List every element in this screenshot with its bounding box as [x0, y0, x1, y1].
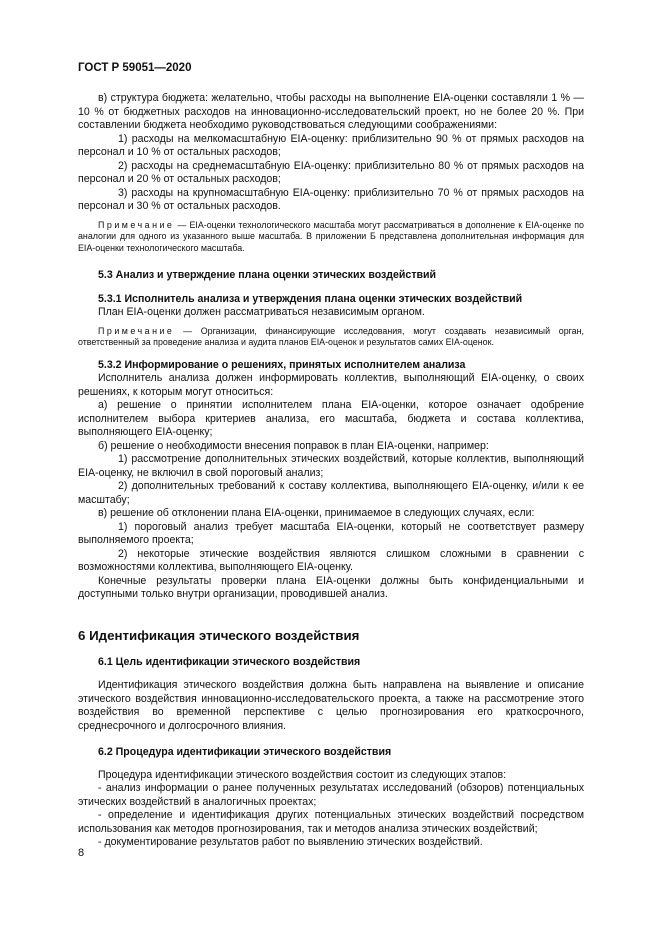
list-item: - документирование результатов работ по выявлению этических воздействий. — [98, 836, 483, 848]
list-item: 1) расходы на мелкомасштабную EIA-оценку: приблизительно 90 % от прямых расходов на персонал и 10 % от остальных расходов; — [78, 132, 584, 158]
section-heading-6: 6 Идентификация этического воздействия — [78, 627, 360, 643]
paragraph: Исполнитель анализа должен информировать коллектив, выполняющий EIA-оценку, о своих решениях, к которым могут относиться: — [78, 372, 584, 398]
paragraph: План EIA-оценки должен рассматриваться независимым органом. — [98, 306, 425, 318]
list-item: 2) расходы на среднемасштабную EIA-оценку: приблизительно 80 % от прямых расходов на персонал и 20 % от остальных расходов; — [78, 159, 584, 185]
page-number: 8 — [78, 847, 85, 859]
note-text: — EIA-оценки технологического масштаба могут рассматриваться в дополнение к EIA-оценке по аналогии для одного из указанного выше масштаба. В приложении Б представлена дополнительная информация для EIA-оценки технологического масштаба. — [78, 219, 584, 253]
list-item: 1) пороговый анализ требует масштаба EIA-оценки, который не соответствует размеру выполняемого проекта; — [78, 520, 584, 546]
section-heading-5-3-1: 5.3.1 Исполнитель анализа и утверждения плана оценки этических воздействий — [98, 292, 523, 305]
note-label: Примечание — [98, 219, 175, 230]
note — [78, 220, 584, 255]
list-item: 2) дополнительных требований к составу коллектива, выполняющего EIA-оценку, и/или к ее масштабу; — [78, 480, 584, 506]
list-item: б) решение о необходимости внесения поправок в план EIA-оценки, например: — [98, 439, 489, 452]
note-label: Примечание — [98, 325, 175, 336]
paragraph: Идентификация этического воздействия должна быть направлена на выявление и описание этического воздействия инновационно-исследовательского проекта, а также на рассмотрение этого воздействия во временной перспективе с целью прогнозирования его краткосрочного, среднесрочного и долгосрочного влияния. — [78, 679, 584, 732]
section-heading-5-3: 5.3 Анализ и утверждение плана оценки этических воздействий — [98, 269, 437, 281]
section-heading-6-1: 6.1 Цель идентификации этического воздействия — [98, 655, 361, 668]
paragraph: Процедура идентификации этического воздействия состоит из следующих этапов: — [98, 768, 507, 781]
list-item: - определение и идентификация других потенциальных этических воздействий посредством использования как методов прогнозирования, так и методов анализа этических воздействий; — [78, 809, 584, 835]
note-text: — Организации, финансирующие исследования, могут создавать независимый орган, ответственный за проведение анализа и аудита планов EIA-оценок и результатов самих EIA-оценок. — [78, 325, 584, 347]
note — [78, 326, 584, 349]
document-header: ГОСТ Р 59051—2020 — [78, 62, 192, 74]
list-item: - анализ информации о ранее полученных результатах исследований (обзоров) потенциальных этических воздействий в аналогичных проектах; — [78, 782, 584, 808]
list-item: 2) некоторые этические воздействия являются слишком сложными в сравнении с возможностями коллектива, выполняющего EIA-оценку. — [78, 547, 584, 573]
section-heading-6-2: 6.2 Процедура идентификации этического воздействия — [98, 746, 392, 758]
paragraph: Конечные результаты проверки плана EIA-оценки должны быть конфиденциальными и доступными только внутри организации, проводившей анализ. — [78, 574, 584, 600]
paragraph-budget: в) структура бюджета: желательно, чтобы расходы на выполнение EIA-оценки составляли 1 % — 10 % от бюджетных расходов на инновационно-исследовательский проект, но не более 20 %. При составлении бюджета необходимо руководствоваться следующими соображениями: — [78, 92, 584, 131]
list-item: в) решение об отклонении плана EIA-оценки, принимаемое в следующих случаях, если: — [98, 507, 535, 519]
section-heading-5-3-2: 5.3.2 Информирование о решениях, принятых исполнителем анализа — [98, 358, 466, 371]
document-body — [78, 92, 584, 850]
list-item: 3) расходы на крупномасштабную EIA-оценку: приблизительно 70 % от прямых расходов на персонал и 30 % от остальных расходов. — [78, 186, 584, 212]
list-item: 1) рассмотрение дополнительных этических воздействий, которые коллектив, выполняющий EIA-оценку, не включил в свой пороговый анализ; — [78, 453, 584, 479]
list-item: а) решение о принятии исполнителем плана EIA-оценки, которое означает одобрение исполнителем выбора критериев анализа, его масштаба, бюджета и состава коллектива, выполняющего EIA-оценку; — [78, 399, 584, 438]
